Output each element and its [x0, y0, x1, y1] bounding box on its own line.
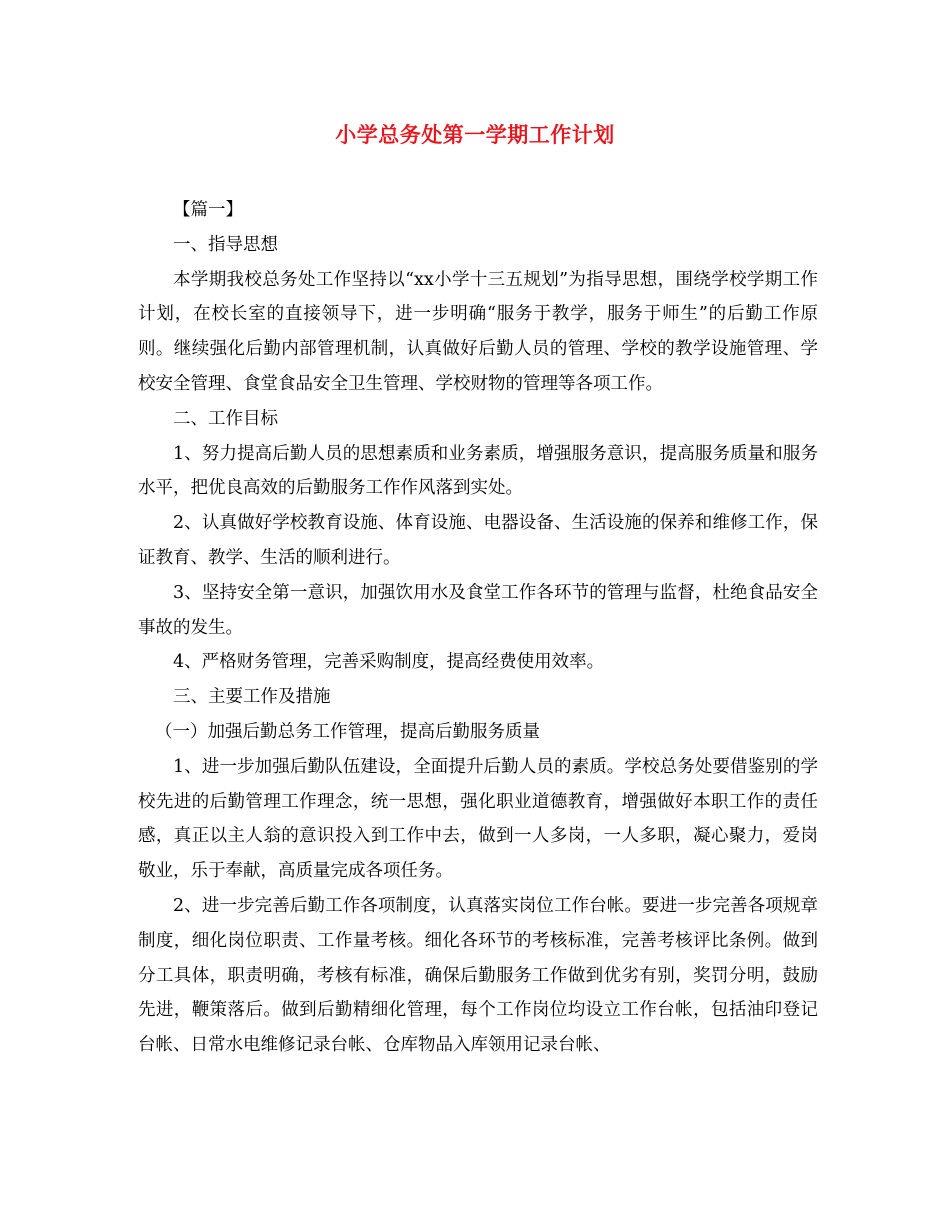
paragraph: 3、坚持安全第一意识，加强饮用水及食堂工作各环节的管理与监督，杜绝食品安全事故的发生。 [138, 582, 818, 638]
heading-work-goals: 二、工作目标 [173, 408, 278, 429]
paragraph: 2、认真做好学校教育设施、体育设施、电器设备、生活设施的保养和维修工作，保证教育、教学、生活的顺利进行。 [138, 513, 818, 568]
document-title: 小学总务处第一学期工作计划 [335, 122, 615, 147]
heading-main-work: 三、主要工作及措施 [173, 687, 331, 708]
paragraph: 2、进一步完善后勤工作各项制度，认真落实岗位工作台帐。要进一步完善各项规章制度，细化岗位职责、工作量考核。细化各环节的考核标准，完善考核评比条例。做到分工具体，职责明确，考核有标准，确保后勤服务工作做到优劣有别，奖罚分明，鼓励先进，鞭策落后。做到后勤精细化管理，每个工作岗位均设立工作台帐，包括油印登记台帐、日常水电维修记录台帐、仓库物品入库领用记录台帐、 [138, 895, 818, 1056]
heading-guiding-ideology: 一、指导思想 [173, 234, 278, 255]
subheading: （一）加强后勤总务工作管理，提高后勤服务质量 [155, 721, 540, 742]
section-label: 【篇一】 [173, 200, 243, 220]
paragraph: 1、进一步加强后勤队伍建设，全面提升后勤人员的素质。学校总务处要借鉴别的学校先进的后勤管理工作理念，统一思想，强化职业道德教育，增强做好本职工作的责任感，真正以主人翁的意识投入到工作中去，做到一人多岗，一人多职，凝心聚力，爱岗敬业，乐于奉献，高质量完成各项任务。 [138, 756, 818, 882]
paragraph: 4、严格财务管理，完善采购制度，提高经费使用效率。 [173, 652, 605, 673]
paragraph: 1、努力提高后勤人员的思想素质和业务素质，增强服务意识，提高服务质量和服务水平，把优良高效的后勤服务工作作风落到实处。 [138, 443, 818, 499]
paragraph: 本学期我校总务处工作坚持以“xx小学十三五规划”为指导思想，围绕学校学期工作计划，在校长室的直接领导下，进一步明确“服务于教学，服务于师生”的后勤工作原则。继续强化后勤内部管理机制，认真做好后勤人员的管理、学校的教学设施管理、学校安全管理、食堂食品安全卫生管理、学校财物的管理等各项工作。 [138, 269, 818, 394]
document-body [138, 193, 818, 1063]
